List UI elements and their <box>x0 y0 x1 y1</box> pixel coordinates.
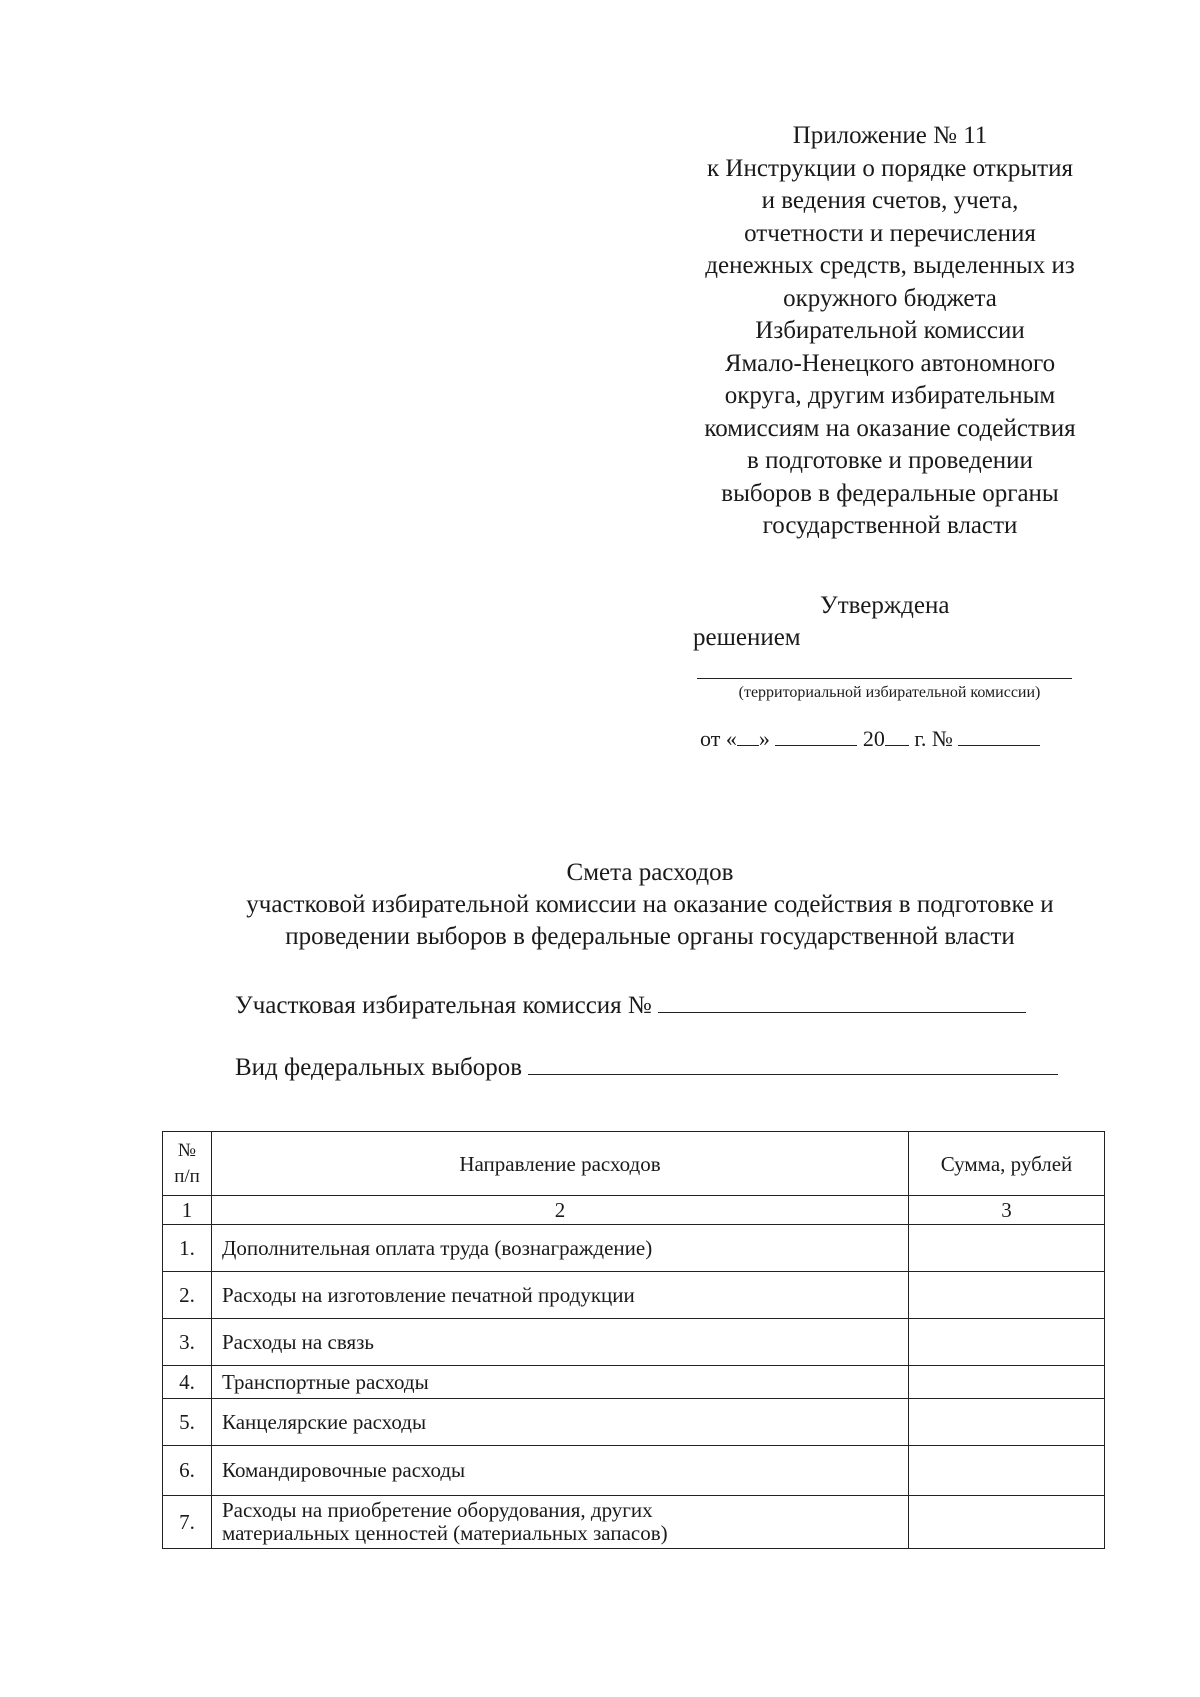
commission-number-label: Участковая избирательная комиссия № <box>235 992 652 1019</box>
appendix-line: и ведения счетов, учета, <box>761 187 1019 214</box>
row-sum-cell[interactable] <box>909 1225 1105 1272</box>
table-row <box>163 1225 1105 1272</box>
row-num: 7. <box>163 1496 212 1549</box>
index-cell: 3 <box>909 1196 1105 1225</box>
table-row <box>163 1399 1105 1446</box>
appendix-line: окружного бюджета <box>783 284 997 312</box>
appendix-line: отчетности и перечисления <box>744 219 1036 247</box>
appendix-line: комиссиям на оказание содействия <box>704 414 1076 442</box>
row-num: 1. <box>163 1225 212 1272</box>
row-direction-line: Расходы на приобретение оборудования, других <box>222 1498 653 1522</box>
election-type-label: Вид федеральных выборов <box>235 1054 523 1081</box>
appendix-line: Приложение № 11 <box>792 122 988 149</box>
row-num: 2. <box>163 1272 212 1319</box>
approved-by: решением <box>693 624 801 651</box>
month-blank <box>775 725 857 746</box>
header-num-line: п/п <box>174 1165 200 1187</box>
year-suffix: г. № <box>914 726 953 751</box>
expense-table <box>162 1131 1105 1549</box>
estimate-subtitle: проведении выборов в федеральные органы государственной власти <box>285 923 1015 950</box>
estimate-title: Смета расходов <box>566 859 734 886</box>
commission-number-field <box>235 990 1026 1020</box>
commission-name-hint: (территориальной избирательной комиссии) <box>738 684 1041 701</box>
day-blank <box>737 725 759 746</box>
appendix-line: государственной власти <box>762 512 1018 539</box>
header-num <box>163 1132 212 1196</box>
decision-number-blank <box>958 725 1040 746</box>
row-direction-line: материальных ценностей (материальных запасов) <box>222 1521 668 1545</box>
row-sum-cell[interactable] <box>909 1272 1105 1319</box>
election-type-field <box>235 1052 1058 1082</box>
appendix-line: округа, другим избирательным <box>724 382 1056 409</box>
appendix-line: к Инструкции о порядке открытия <box>707 154 1073 182</box>
index-cell: 1 <box>163 1196 212 1225</box>
row-direction: Канцелярские расходы <box>212 1399 909 1446</box>
row-num: 4. <box>163 1366 212 1399</box>
election-type-blank <box>528 1052 1058 1075</box>
table-row <box>163 1366 1105 1399</box>
row-num: 6. <box>163 1446 212 1496</box>
row-direction: Дополнительная оплата труда (вознаграждение) <box>212 1225 909 1272</box>
table-row <box>163 1446 1105 1496</box>
index-cell: 2 <box>212 1196 909 1225</box>
date-prefix: от « <box>700 726 737 751</box>
appendix-line: выборов в федеральные органы <box>721 479 1059 507</box>
estimate-subtitle: участковой избирательной комиссии на оказание содействия в подготовке и <box>246 891 1054 918</box>
year-blank <box>885 725 909 746</box>
year-prefix: 20 <box>862 726 885 751</box>
table-row <box>163 1319 1105 1366</box>
row-sum-cell[interactable] <box>909 1399 1105 1446</box>
header-sum: Сумма, рублей <box>909 1132 1105 1196</box>
approved-title: Утверждена <box>820 592 950 619</box>
date-mid: » <box>758 726 770 751</box>
appendix-line: Избирательной комиссии <box>755 317 1025 344</box>
appendix-line: денежных средств, выделенных из <box>705 252 1075 279</box>
appendix-line: в подготовке и проведении <box>747 447 1033 474</box>
table-row <box>163 1496 1105 1549</box>
estimate-heading <box>100 857 1200 953</box>
commission-name-line <box>697 678 1072 679</box>
appendix-line: Ямало-Ненецкого автономного <box>724 349 1056 377</box>
row-direction <box>212 1496 909 1549</box>
row-direction: Транспортные расходы <box>212 1366 909 1399</box>
header-num-line: № <box>177 1139 197 1161</box>
table-row <box>163 1272 1105 1319</box>
row-sum-cell[interactable] <box>909 1446 1105 1496</box>
row-num: 3. <box>163 1319 212 1366</box>
appendix-block <box>660 120 1120 543</box>
table-header-row <box>163 1132 1105 1196</box>
commission-number-blank <box>658 990 1026 1013</box>
header-direction: Направление расходов <box>212 1132 909 1196</box>
row-num: 5. <box>163 1399 212 1446</box>
row-sum-cell[interactable] <box>909 1319 1105 1366</box>
row-sum-cell[interactable] <box>909 1496 1105 1549</box>
row-direction: Командировочные расходы <box>212 1446 909 1496</box>
row-direction: Расходы на связь <box>212 1319 909 1366</box>
approval-date-line <box>700 725 1040 752</box>
row-sum-cell[interactable] <box>909 1366 1105 1399</box>
row-direction: Расходы на изготовление печатной продукции <box>212 1272 909 1319</box>
table-index-row <box>163 1196 1105 1225</box>
